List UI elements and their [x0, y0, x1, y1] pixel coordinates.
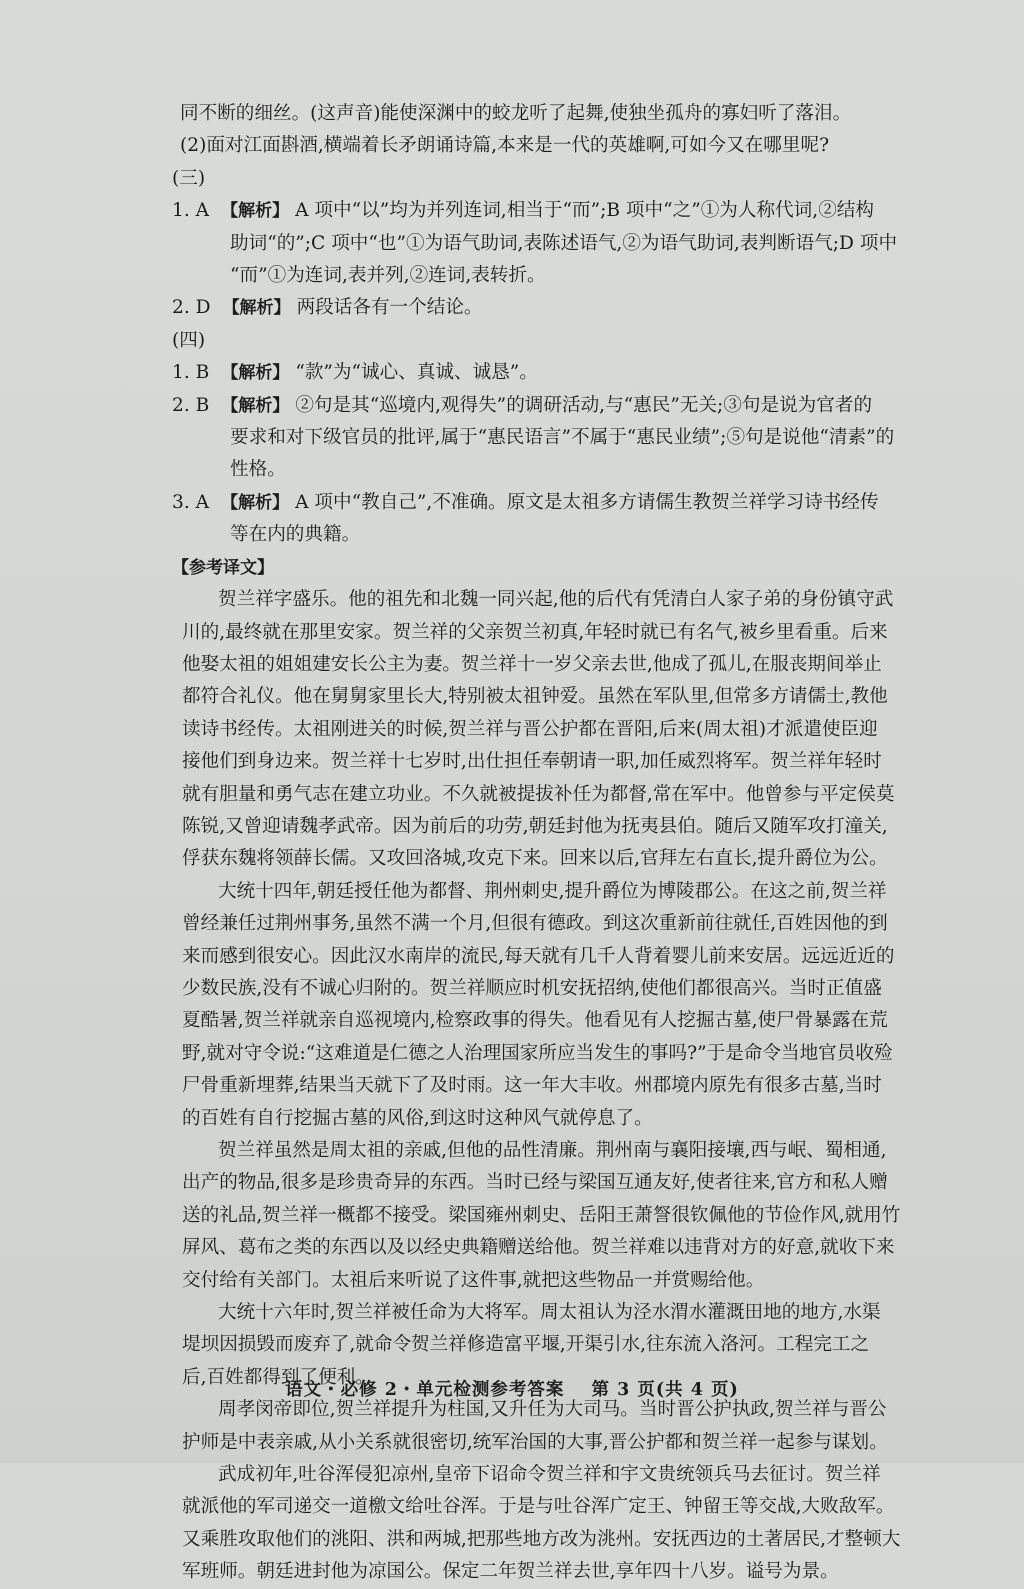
translation-paragraph-start: 贺兰祥虽然是周太祖的亲戚,但他的品性清廉。荆州南与襄阳接壤,西与岷、蜀相通,: [218, 1140, 887, 1161]
page-content: [172, 98, 984, 1589]
translation-body: [172, 584, 984, 1589]
translation-line: 军班师。朝廷进封他为凉国公。保定二年贺兰祥去世,享年四十八岁。谥号为景。: [182, 1561, 839, 1583]
answer-3-1-cont: 助词“的”;C 项中“也”①为语气助词,表陈述语气,②为语气助词,表判断语气;D 项中: [230, 232, 898, 254]
answer-number: 2. B: [172, 394, 210, 416]
translation-line: 交付给有关部门。太祖后来听说了这件事,就把这些物品一并赏赐给他。: [182, 1269, 765, 1291]
translation-line: 少数民族,没有不诚心归附的。贺兰祥顺应时机安抚招纳,使他们都很高兴。当时正值盛: [182, 977, 882, 999]
translation-line: 川的,最终就在那里安家。贺兰祥的父亲贺兰初真,年轻时就已有名气,被乡里看重。后来: [182, 621, 888, 643]
answer-text: “款”为“诚心、真诚、诚恳”。: [295, 362, 538, 384]
text-line: 同不断的细丝。(这声音)能使深渊中的蛟龙听了起舞,使独坐孤舟的寡妇听了落泪。: [180, 103, 852, 124]
translation-heading: 【参考译文】: [172, 557, 274, 578]
section-heading-3: (三): [172, 167, 206, 189]
translation-paragraph-start: 大统十四年,朝廷授任他为都督、荆州刺史,提升爵位为博陵郡公。在这之前,贺兰祥: [218, 880, 887, 902]
translation-line: 俘获东魏将领薛长儒。又攻回洛城,攻克下来。回来以后,官拜左右直长,提升爵位为公。: [182, 848, 888, 870]
answer-4-2-cont: 要求和对下级官员的批评,属于“惠民语言”不属于“惠民业绩”;⑤句是说他“清素”的: [230, 427, 895, 449]
answer-4-2-cont: 性格。: [230, 459, 286, 481]
translation-line: 他娶太祖的姐姐建安长公主为妻。贺兰祥十一岁父亲去世,他成了孤儿,在服丧期间举止: [182, 653, 882, 675]
translation-paragraph-start: 贺兰祥字盛乐。他的祖先和北魏一同兴起,他的后代有凭清白人家子弟的身份镇守武: [218, 589, 894, 611]
answer-number: 1. B: [172, 362, 210, 384]
analysis-tag: 【解析】: [221, 395, 290, 416]
analysis-tag: 【解析】: [221, 363, 290, 384]
answer-3-1: [172, 195, 984, 227]
translation-line: 夏酷暑,贺兰祥就亲自巡视境内,检察政事的得失。他看见有人挖掘古墓,使尸骨暴露在荒: [182, 1010, 888, 1032]
section-heading-4: (四): [172, 329, 206, 351]
translation-paragraph-start: 武成初年,吐谷浑侵犯凉州,皇帝下诏命令贺兰祥和宇文贵统领兵马去征讨。贺兰祥: [218, 1464, 881, 1486]
answer-3-1-cont: “而”①为连词,表并列,②连词,表转折。: [230, 265, 546, 287]
translation-line: 堤坝因损毁而废弃了,就命令贺兰祥修造富平堰,开渠引水,往东流入洛河。工程完工之: [182, 1334, 870, 1356]
translation-line: 屏风、葛布之类的东西以及以经史典籍赠送给他。贺兰祥难以违背对方的好意,就收下来: [182, 1237, 895, 1259]
answer-number: 3. A: [172, 491, 210, 513]
answer-4-3-cont: 等在内的典籍。: [230, 524, 361, 546]
answer-3-2: [172, 292, 984, 324]
analysis-tag: 【解析】: [222, 298, 291, 319]
answer-text: 两段话各有一个结论。: [296, 297, 483, 319]
translation-line: 又乘胜攻取他们的洮阳、洪和两城,把那些地方改为洮州。安抚西边的土著居民,才整顿大: [182, 1528, 901, 1550]
translation-line: 后,百姓都得到了便利。: [182, 1366, 374, 1388]
analysis-tag: 【解析】: [221, 492, 290, 513]
footer-page-number: 第 3 页(共 4 页): [591, 1380, 739, 1400]
answer-4-1: [172, 357, 984, 389]
translation-line: 护师是中表亲戚,从小关系就很密切,统军治国的大事,晋公护都和贺兰祥一起参与谋划。: [182, 1431, 888, 1453]
translation-line: 尸骨重新埋葬,结果当天就下了及时雨。这一年大丰收。州郡境内原先有很多古墓,当时: [182, 1075, 882, 1097]
answer-text: A 项中“以”均为并列连词,相当于“而”;B 项中“之”①为人称代词,②结构: [295, 200, 874, 222]
translation-line: 就有胆量和勇气志在建立功业。不久就被提拔补任为都督,常在军中。他曾参与平定侯莫: [182, 783, 895, 805]
answer-4-3: [172, 487, 984, 519]
page-footer: [0, 1376, 1024, 1401]
translation-paragraph-start: 周孝闵帝即位,贺兰祥提升为柱国,又升任为大司马。当时晋公护执政,贺兰祥与晋公: [218, 1399, 887, 1421]
translation-line: 读诗书经传。太祖刚进关的时候,贺兰祥与晋公护都在晋阳,后来(周太祖)才派遣使臣迎: [182, 718, 878, 740]
translation-paragraph-start: 大统十六年时,贺兰祥被任命为大将军。周太祖认为泾水渭水灌溉田地的地方,水渠: [218, 1302, 881, 1324]
answer-text: A 项中“教自己”,不准确。原文是太祖多方请儒生教贺兰祥学习诗书经传: [295, 491, 879, 513]
translation-line: 来而感到很安心。因此汉水南岸的流民,每天就有几千人背着婴儿前来安居。远远近近的: [182, 945, 895, 967]
translation-line: 接他们到身边来。贺兰祥十七岁时,出仕担任奉朝请一职,加任威烈将军。贺兰祥年轻时: [182, 751, 882, 773]
translation-line: 就派他的军司递交一道檄文给吐谷浑。于是与吐谷浑广定王、钟留王等交战,大败敌军。: [182, 1496, 895, 1518]
analysis-tag: 【解析】: [221, 201, 290, 222]
translation-line: 都符合礼仪。他在舅舅家里长大,特别被太祖钟爱。虽然在军队里,但常多方请儒士,教他: [182, 686, 888, 708]
text-line: (2)面对江面斟酒,横端着长矛朗诵诗篇,本来是一代的英雄啊,可如今又在哪里呢?: [180, 135, 830, 157]
translation-line: 陈锐,又曾迎请魏孝武帝。因为前后的功劳,朝廷封他为抚夷县伯。随后又随军攻打潼关,: [182, 815, 888, 837]
translation-line: 野,就对守令说:“这难道是仁德之人治理国家所应当发生的事吗?”于是命令当地官员收殓: [182, 1042, 893, 1064]
translation-line: 出产的物品,很多是珍贵奇异的东西。当时已经与梁国互通友好,使者往来,官方和私人赠: [182, 1172, 888, 1194]
answer-4-2: [172, 390, 984, 422]
answer-text: ②句是其“巡境内,观得失”的调研活动,与“惠民”无关;③句是说为官者的: [295, 394, 873, 416]
footer-subject: 语文・必修 2・单元检测参考答案: [285, 1380, 565, 1400]
answer-number: 1. A: [172, 200, 210, 222]
translation-line: 的百姓有自行挖掘古墓的风俗,到这时这种风气就停息了。: [182, 1107, 653, 1129]
answer-number: 2. D: [172, 297, 211, 319]
translation-line: 曾经兼任过荆州事务,虽然不满一个月,但很有德政。到这次重新前往就任,百姓因他的到: [182, 913, 888, 935]
translation-line: 送的礼品,贺兰祥一概都不接受。梁国雍州刺史、岳阳王萧詧很钦佩他的节俭作风,就用竹: [182, 1204, 901, 1226]
